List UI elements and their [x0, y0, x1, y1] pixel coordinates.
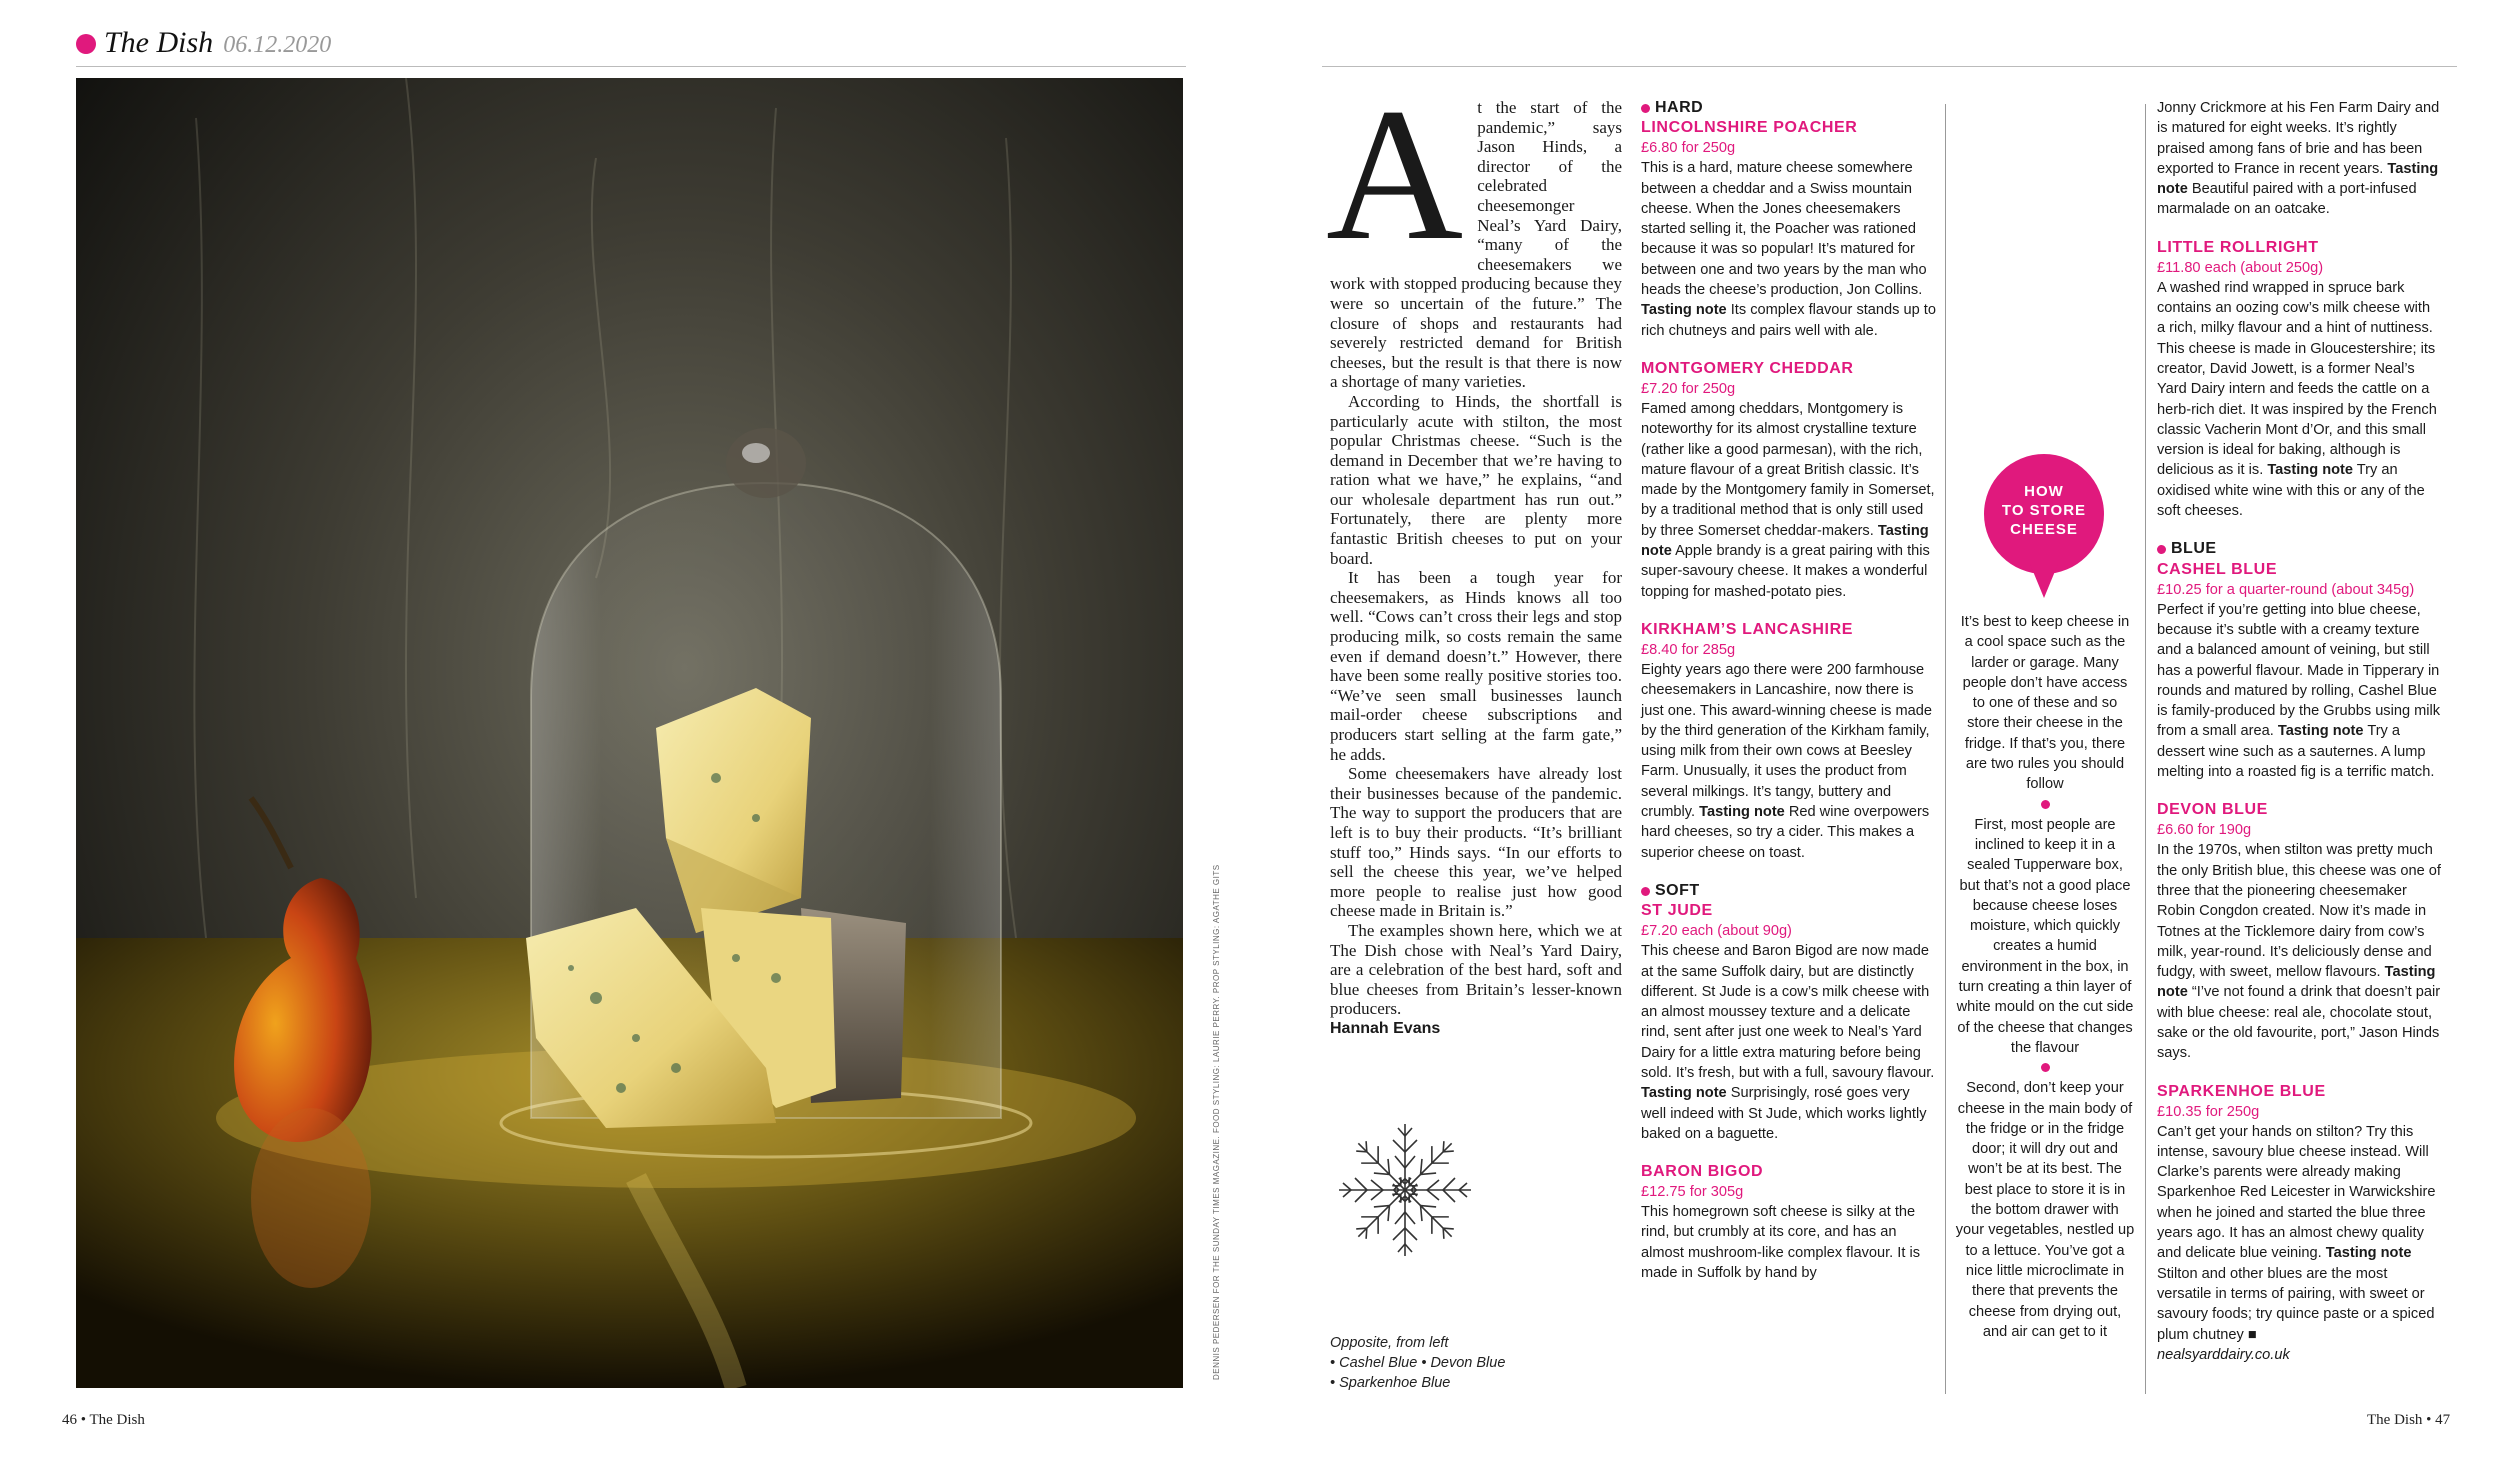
- caption-item: Cashel Blue: [1339, 1355, 1418, 1371]
- cheese-entry: [1641, 901, 1936, 1144]
- cheese-description: This cheese and Baron Bigod are now made at the same Suffolk dairy, but are distinctly different. St Jude is a cow’s milk cheese with an almost moussey texture and a delicate rind, sent after just one week to Neal’s Yard Dairy for a little extra maturing before being sold. It’s fresh, but with a full, savoury flavour. Tasting note Surprisingly, rosé goes very well indeed with St Jude, which works lightly baked on a baguette.: [1641, 943, 1935, 1142]
- cheese-description: Eighty years ago there were 200 farmhouse cheesemakers in Lancashire, now there is just one. This award-winning cheese is made by the third generation of the Kirkham family, using milk from their own cows at Beesley Farm. Unusually, it uses the product from several milkings. It’s tangy, buttery and crumbly. Tasting note Red wine overpowers hard cheeses, so try a cider. This makes a superior cheese on toast.: [1641, 661, 1932, 861]
- cheese-price: £12.75 for 305g: [1641, 1184, 1744, 1201]
- photo-credit: DENNIS PEDERSEN FOR THE SUNDAY TIMES MAGAZINE. FOOD STYLING: LAURIE PERRY. PROP STYLING: AGATHE GITS: [1212, 864, 1221, 1380]
- intro-article: [1326, 70, 1622, 1039]
- cheese-description: Can’t get your hands on stilton? Try this intense, savoury blue cheese instead. Will Clarke’s parents were already making Sparkenhoe Red Leicester in Warwickshire when he joined and started the blue three years ago. It has an almost chewy quality and delicate blue veining. Tasting note Stilton and other blues are the most versatile in terms of pairing, with sweet or savoury foods; try quince paste or a spiced plum chutney ■: [2157, 1123, 2436, 1343]
- section-bullet-icon: [76, 34, 96, 54]
- caption-item: Devon Blue: [1430, 1355, 1506, 1371]
- drop-cap: A: [1326, 70, 1464, 280]
- separator-dot-icon: [2041, 800, 2050, 809]
- store-badge-title: HOW TO STORE CHEESE: [2001, 483, 2087, 538]
- hard-soft-column: [1641, 98, 1936, 1301]
- cheese-entry-continued: Jonny Crickmore at his Fen Farm Dairy and is matured for eight weeks. It’s rightly praised among fans of brie and has been exported to France in recent years. Tasting note Beautiful paired with a port-infused marmalade on an oatcake.: [2157, 100, 2440, 218]
- section-title: The Dish: [104, 26, 214, 59]
- intro-paragraph: The examples shown here, which we at The Dish chose with Neal’s Yard Dairy, are a celebration of the best hard, soft and blue cheeses from Britain’s lesser-known producers.: [1330, 920, 1622, 1019]
- snowflake-icon: [1330, 1115, 1480, 1265]
- folio-right: The Dish • 47: [2367, 1412, 2451, 1428]
- category-hard: HARD: [1641, 98, 1936, 118]
- cheese-price: £7.20 each (about 90g): [1641, 923, 1792, 940]
- store-paragraph: It’s best to keep cheese in a cool space such as the larder or garage. Many people don’t have access to one of these and so store their cheese in the fridge. If that’s you, there are two rules you should follow: [1960, 614, 2130, 793]
- cheese-description: Perfect if you’re getting into blue cheese, because it’s subtle with a creamy texture and a balanced amount of veining, but still has a powerful flavour. Made in Tipperary in rounds and matured by rolling, Cashel Blue is family-produced by the Grubbs using milk from a small area. Tasting note Try a dessert wine such as a sauternes. A lump melting into a roasted fig is a terrific match.: [2157, 601, 2441, 781]
- column-divider: [2145, 104, 2146, 1394]
- category-bullet-icon: [1641, 887, 1650, 896]
- intro-paragraph: t the start of the pandemic,” says Jason Hinds, a director of the celebrated cheesemonger Neal’s Yard Dairy, “many of the cheesemakers we work with stopped producing because they were so uncertain of the future.” The closure of shops and restaurants had severely restricted demand for British cheeses, but the result is that there is now a shortage of many varieties.: [1330, 98, 1622, 392]
- category-bullet-icon: [1641, 104, 1650, 113]
- cheese-description: A washed rind wrapped in spruce bark contains an oozing cow’s milk cheese with a rich, milky flavour and a hint of nuttiness. This cheese is made in Gloucestershire; its creator, David Jowett, is a former Neal’s Yard Dairy intern and feeds the cattle on a herb-rich diet. It was inspired by the French classic Vacherin Mont d’Or, and this small version is ideal for baking, although is delicious as it is. Tasting note Try an oxidised white wine with this or any of the soft cheeses.: [2157, 279, 2437, 520]
- cheese-price: £11.80 each (about 250g): [2157, 259, 2324, 276]
- cheese-entry: [2157, 800, 2441, 1063]
- cheese-price: £6.60 for 190g: [2157, 822, 2252, 839]
- category-bullet-icon: [2157, 545, 2166, 554]
- cheese-entry: [2157, 238, 2441, 522]
- cheese-name: ST JUDE: [1641, 902, 1713, 920]
- separator-dot-icon: [2041, 1063, 2050, 1072]
- soft-blue-column: [2157, 98, 2441, 1365]
- issue-date: 06.12.2020: [223, 32, 332, 58]
- header-rule: [76, 66, 1186, 67]
- cheese-photo: [76, 78, 1183, 1388]
- section-header: [76, 26, 331, 66]
- cheese-name: SPARKENHOE BLUE: [2157, 1082, 2326, 1100]
- category-soft: SOFT: [1641, 881, 1936, 901]
- cheese-name: LINCOLNSHIRE POACHER: [1641, 119, 1858, 137]
- cheese-price: £10.25 for a quarter-round (about 345g): [2157, 581, 2415, 598]
- caption-intro: Opposite, from left: [1330, 1335, 1449, 1351]
- caption-item: Sparkenhoe Blue: [1339, 1375, 1451, 1391]
- website-link[interactable]: nealsyarddairy.co.uk: [2157, 1346, 2290, 1363]
- intro-paragraph: Some cheesemakers have already lost their businesses because of the pandemic. The way to support the producers that are left is to buy their products. “It’s brilliant stuff too,” Hinds says. “In our efforts to sell the cheese this year, we’ve helped more people to realise just how good cheese made in Britain is.”: [1330, 764, 1622, 921]
- cheese-entry: [2157, 560, 2441, 783]
- cheese-name: CASHEL BLUE: [2157, 560, 2278, 578]
- cheese-entry: [1641, 359, 1936, 602]
- folio-left: 46 • The Dish: [62, 1412, 145, 1428]
- cheese-name: KIRKHAM’S LANCASHIRE: [1641, 620, 1853, 638]
- intro-paragraph: It has been a tough year for cheesemakers, as Hinds knows all too well. “Cows can’t cross their legs and stop producing milk, so costs remain the same even if demand doesn’t.” However, there have been some really positive stories too. “We’ve seen small businesses launch mail-order cheese subscriptions and producers start selling at the farm gate,” he adds.: [1330, 568, 1622, 764]
- cheese-name: BARON BIGOD: [1641, 1163, 1764, 1181]
- category-blue: BLUE: [2157, 539, 2441, 559]
- cheese-price: £10.35 for 250g: [2157, 1103, 2260, 1120]
- cheese-name: LITTLE ROLLRIGHT: [2157, 238, 2319, 256]
- caption-line: • Cashel Blue • Devon Blue: [1330, 1355, 1506, 1371]
- cheese-description: In the 1970s, when stilton was pretty much the only British blue, this cheese was one of three that the pioneering cheesemaker Robin Congdon created. Now it’s made in Totnes at the Ticklemore dairy from cow’s milk, year-round. It’s deliciously dense and fudgy, with sweet, mellow flavours. Tasting note “I’ve not found a drink that doesn’t pair with blue cheese: real ale, chocolate stout, sake or the old favourite, port,” Jason Hinds says.: [2157, 842, 2441, 1062]
- cheese-description: This homegrown soft cheese is silky at the rind, but crumbly at its core, and has an almost mushroom-like complex flavour. It is made in Suffolk by hand by: [1641, 1204, 1920, 1282]
- cheese-name: DEVON BLUE: [2157, 801, 2268, 819]
- cheese-entry: [2157, 1082, 2441, 1366]
- photo-caption: [1330, 1333, 1570, 1393]
- byline: Hannah Evans: [1330, 1019, 1441, 1037]
- cheese-price: £7.20 for 250g: [1641, 380, 1736, 397]
- column-divider: [1945, 104, 1946, 1394]
- cheese-price: £6.80 for 250g: [1641, 140, 1736, 157]
- caption-line: • Sparkenhoe Blue: [1330, 1375, 1451, 1391]
- cheese-name: MONTGOMERY CHEDDAR: [1641, 359, 1854, 377]
- cheese-price: £8.40 for 285g: [1641, 641, 1736, 658]
- cheese-description: This is a hard, mature cheese somewhere between a cheddar and a Swiss mountain cheese. When the Jones cheesemakers started selling it, the Poacher was rationed because it was so popular! It’s matured for between one and two years by the man who heads the cheese’s production, Jon Collins. Tasting note Its complex flavour stands up to rich chutneys and pairs well with ale.: [1641, 160, 1936, 339]
- cheese-entry: [1641, 620, 1936, 863]
- store-tips: [1955, 612, 2135, 1342]
- store-paragraph: Second, don’t keep your cheese in the main body of the fridge or in the fridge door; it will dry out and won’t be at its best. The best place to store it is in the bottom drawer with your vegetables, nestled up to a lettuce. You’ve got a nice little microclimate in there that prevents the cheese from drying out, and air can get to it: [1955, 1080, 2135, 1340]
- header-rule-right: [1322, 66, 2457, 67]
- cheese-entry: [1641, 118, 1936, 341]
- cheese-description: Famed among cheddars, Montgomery is noteworthy for its almost crystalline texture (rather like a good parmesan), with the rich, mature flavour of a great British classic. It’s made by the Montgomery family in Somerset, by a traditional method that is only still used by three Somerset cheddar-makers. Tasting note Apple brandy is a great pairing with this super-savoury cheese. It makes a wonderful topping for mashed-potato pies.: [1641, 400, 1935, 600]
- cheese-entry: [1641, 1162, 1936, 1283]
- store-paragraph: First, most people are inclined to keep it in a sealed Tupperware box, but that’s not a good place because cheese loses moisture, which quickly creates a humid environment in the box, in turn creating a thin layer of white mould on the cut side of the cheese that changes the flavour: [1956, 816, 2134, 1056]
- intro-paragraph: According to Hinds, the shortfall is particularly acute with stilton, the most popular Christmas cheese. “Such is the demand in December that we’re having to ration what we have,” he explains, “and our wholesale department has run out.” Fortunately, there are plenty more fantastic British cheeses to put on your board.: [1330, 391, 1622, 568]
